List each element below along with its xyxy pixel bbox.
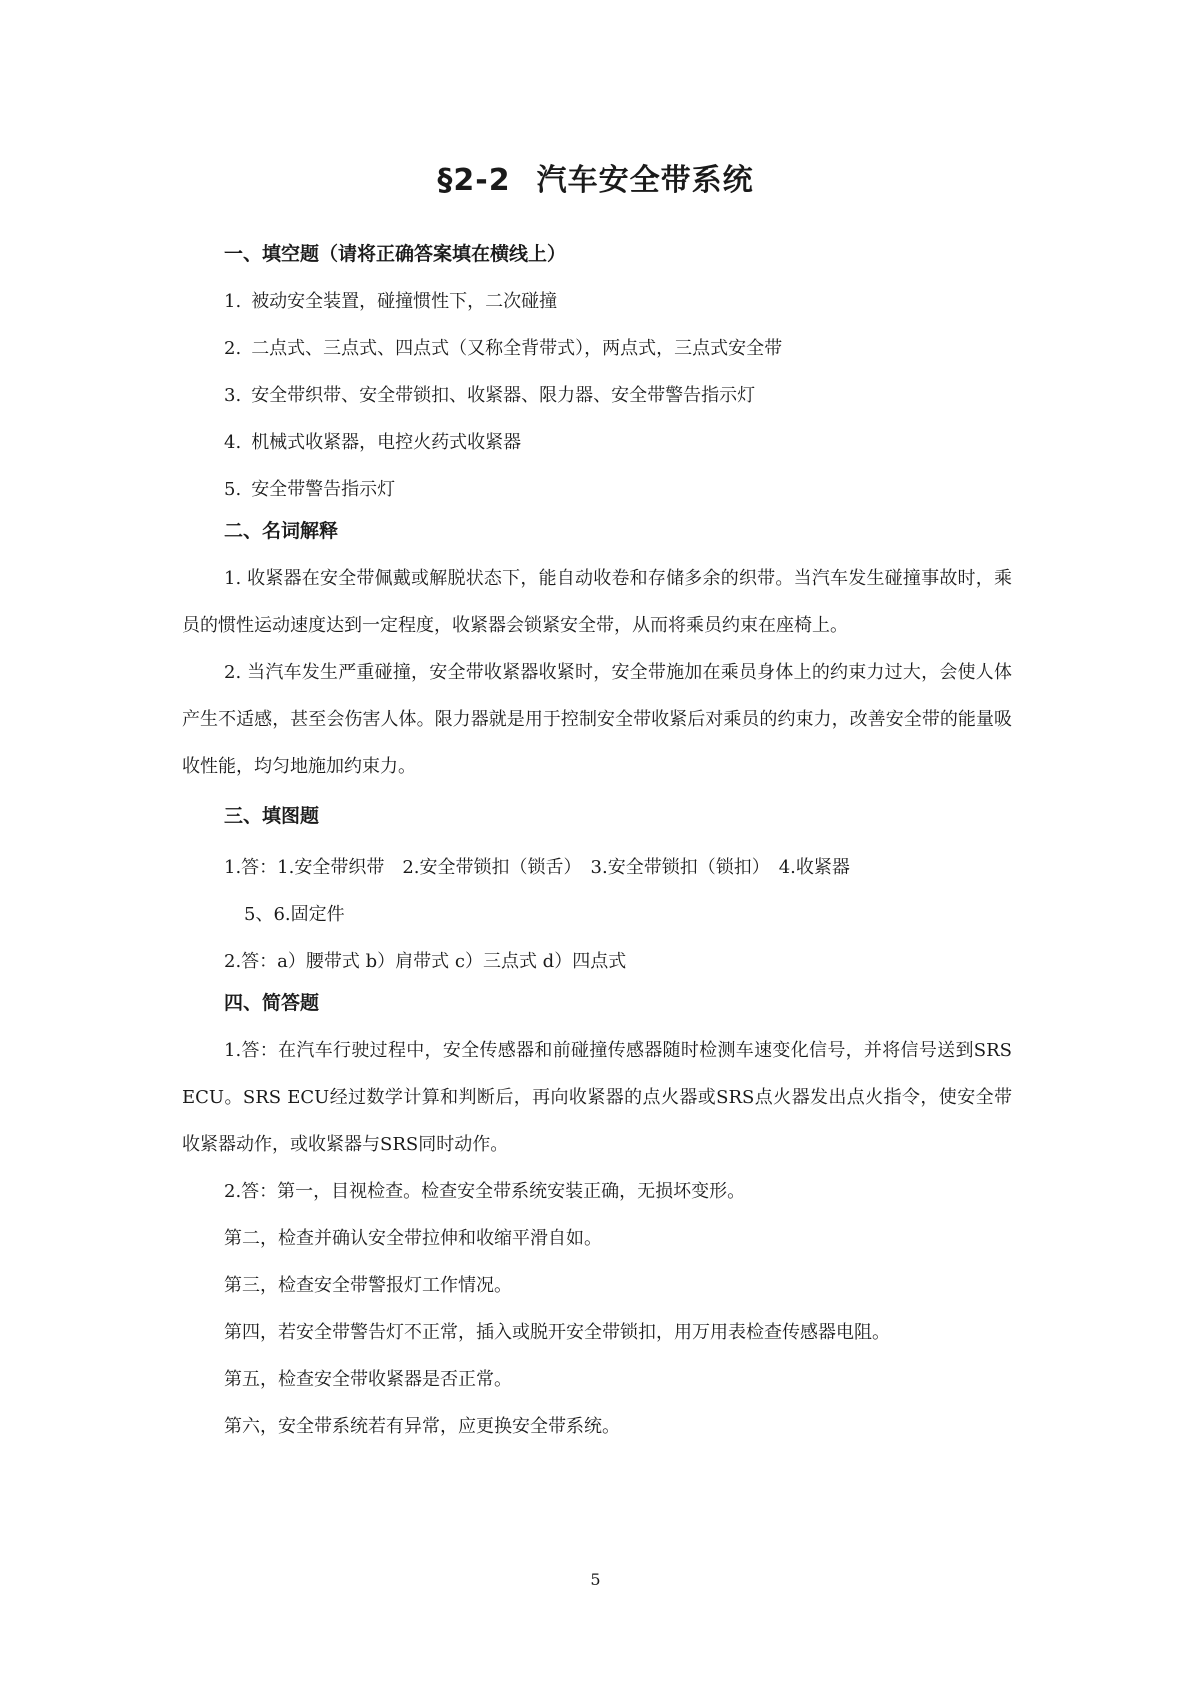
list-item: 1. 被动安全装置，碰撞惯性下，二次碰撞 bbox=[224, 291, 558, 312]
term-paragraph: 1. 收紧器在安全带佩戴或解脱状态下，能自动收卷和存储多余的织带。当汽车发生碰撞事故时，乘员的惯性运动速度达到一定程度，收紧器会锁紧安全带，从而将乘员约束在座椅上。 bbox=[182, 568, 1012, 636]
short-answer-2-line: 第六，安全带系统若有异常，应更换安全带系统。 bbox=[224, 1416, 620, 1437]
section-heading-fill-blank: 一、填空题（请将正确答案填在横线上） bbox=[224, 243, 567, 265]
term-paragraph: 2. 当汽车发生严重碰撞，安全带收紧器收紧时，安全带施加在乘员身体上的约束力过大，会使人体产生不适感，甚至会伤害人体。限力器就是用于控制安全带收紧后对乘员的约束力，改善安全带的能量吸收性能，均匀地施加约束力。 bbox=[182, 662, 1012, 777]
list-item: 2. 二点式、三点式、四点式（又称全背带式），两点式，三点式安全带 bbox=[224, 338, 783, 359]
list-item: 4. 机械式收紧器，电控火药式收紧器 bbox=[224, 432, 522, 453]
short-answer-2-line: 第五，检查安全带收紧器是否正常。 bbox=[224, 1369, 512, 1390]
list-item: 5. 安全带警告指示灯 bbox=[224, 479, 396, 500]
diagram-answer-2: 2.答：a）腰带式 b）肩带式 c）三点式 d）四点式 bbox=[224, 951, 627, 972]
section-heading-terms: 二、名词解释 bbox=[224, 520, 339, 542]
list-item: 3. 安全带织带、安全带锁扣、收紧器、限力器、安全带警告指示灯 bbox=[224, 385, 756, 406]
short-answer-2-line: 第四，若安全带警告灯不正常，插入或脱开安全带锁扣，用万用表检查传感器电阻。 bbox=[224, 1322, 890, 1343]
short-answer-1: 1.答：在汽车行驶过程中，安全传感器和前碰撞传感器随时检测车速变化信号，并将信号送到SRS ECU。SRS ECU经过数学计算和判断后，再向收紧器的点火器或SRS点火器发出点火指令，使安全带收紧器动作，或收紧器与SRS同时动作。 bbox=[182, 1040, 1012, 1155]
section-heading-diagram: 三、填图题 bbox=[224, 805, 320, 827]
short-answer-2-line: 2.答：第一，目视检查。检查安全带系统安装正确，无损坏变形。 bbox=[224, 1181, 746, 1202]
page-number: 5 bbox=[590, 1570, 601, 1589]
section-number: §2-2 bbox=[437, 163, 511, 198]
section-heading-short-answer: 四、简答题 bbox=[224, 992, 320, 1014]
short-answer-2-line: 第三，检查安全带警报灯工作情况。 bbox=[224, 1275, 512, 1296]
page-title bbox=[0, 155, 1191, 199]
diagram-answer-1-cont: 5、6.固定件 bbox=[244, 904, 345, 925]
diagram-answer-1: 1.答：1.安全带织带 2.安全带锁扣（锁舌） 3.安全带锁扣（锁扣） 4.收紧器 bbox=[224, 857, 850, 878]
short-answer-2-line: 第二，检查并确认安全带拉伸和收缩平滑自如。 bbox=[224, 1228, 602, 1249]
title-text: 汽车安全带系统 bbox=[536, 163, 754, 198]
document-body bbox=[182, 242, 1012, 1450]
